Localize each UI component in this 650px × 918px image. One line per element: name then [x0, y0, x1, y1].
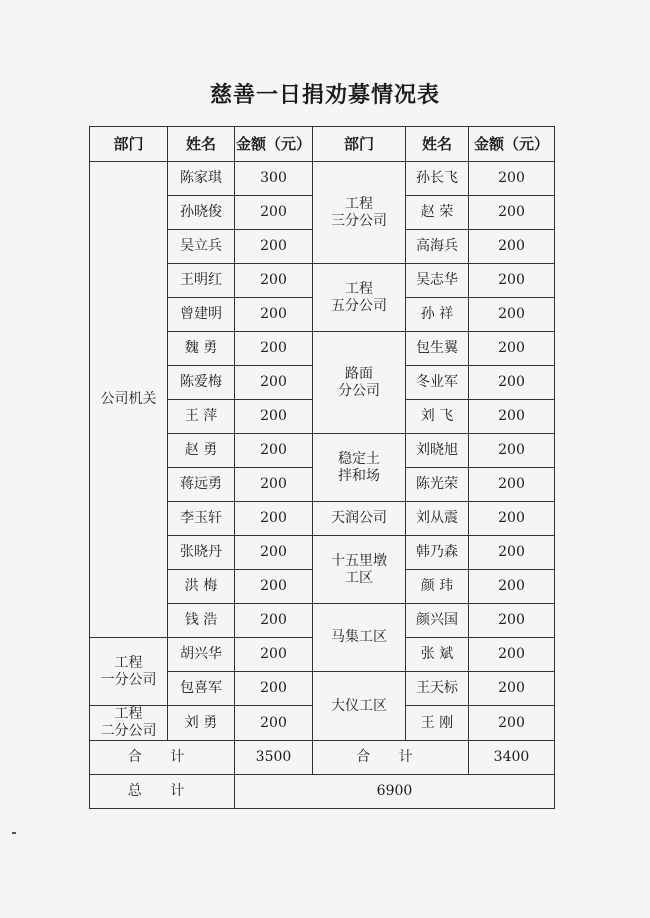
- name-cell: 钱 浩: [168, 604, 235, 638]
- name-cell: 韩乃森: [406, 536, 469, 570]
- dept-cell: 天润公司: [313, 502, 406, 536]
- name-cell: 王天标: [406, 672, 469, 706]
- amount-cell: 200: [469, 468, 555, 502]
- name-cell: 王 刚: [406, 706, 469, 741]
- name-cell: 刘晓旭: [406, 434, 469, 468]
- name-cell: 王 萍: [168, 400, 235, 434]
- header-row: [90, 127, 555, 162]
- header-name-left: 姓名: [168, 127, 235, 162]
- amount-cell: 200: [235, 434, 313, 468]
- amount-cell: 200: [235, 230, 313, 264]
- amount-cell: 200: [469, 400, 555, 434]
- name-cell: 刘从震: [406, 502, 469, 536]
- amount-cell: 200: [235, 604, 313, 638]
- dept-cell: 工程 三分公司: [313, 162, 406, 264]
- dept-cell: 大仪工区: [313, 672, 406, 741]
- amount-cell: 200: [469, 502, 555, 536]
- amount-cell: 200: [469, 162, 555, 196]
- amount-cell: 200: [235, 468, 313, 502]
- name-cell: 颜 玮: [406, 570, 469, 604]
- amount-cell: 200: [235, 332, 313, 366]
- total-amount: 6900: [235, 775, 555, 809]
- name-cell: 赵 勇: [168, 434, 235, 468]
- amount-cell: 200: [235, 264, 313, 298]
- dept-cell: 十五里墩 工区: [313, 536, 406, 604]
- amount-cell: 200: [469, 434, 555, 468]
- name-cell: 张 斌: [406, 638, 469, 672]
- header-amount-left: 金额（元）: [235, 127, 313, 162]
- subtotal-label-left: 合 计: [90, 741, 235, 775]
- scan-mark: [12, 832, 16, 834]
- name-cell: 曾建明: [168, 298, 235, 332]
- dept-cell: 工程 一分公司: [90, 638, 168, 706]
- dept-cell: 路面 分公司: [313, 332, 406, 434]
- name-cell: 冬业军: [406, 366, 469, 400]
- table-row: [90, 162, 555, 196]
- header-name-right: 姓名: [406, 127, 469, 162]
- name-cell: 孙长飞: [406, 162, 469, 196]
- dept-cell: 工程 二分公司: [90, 706, 168, 741]
- amount-cell: 200: [235, 502, 313, 536]
- name-cell: 陈家琪: [168, 162, 235, 196]
- amount-cell: 200: [235, 196, 313, 230]
- amount-cell: 200: [235, 536, 313, 570]
- total-label: 总 计: [90, 775, 235, 809]
- subtotal-amount-right: 3400: [469, 741, 555, 775]
- name-cell: 颜兴国: [406, 604, 469, 638]
- name-cell: 胡兴华: [168, 638, 235, 672]
- name-cell: 吴志华: [406, 264, 469, 298]
- amount-cell: 200: [469, 570, 555, 604]
- amount-cell: 200: [469, 638, 555, 672]
- name-cell: 陈光荣: [406, 468, 469, 502]
- name-cell: 包生翼: [406, 332, 469, 366]
- name-cell: 孙 祥: [406, 298, 469, 332]
- header-dept-left: 部门: [90, 127, 168, 162]
- amount-cell: 200: [235, 570, 313, 604]
- name-cell: 陈爱梅: [168, 366, 235, 400]
- total-row: [90, 775, 555, 809]
- amount-cell: 200: [235, 366, 313, 400]
- name-cell: 赵 荣: [406, 196, 469, 230]
- dept-cell: 工程 五分公司: [313, 264, 406, 332]
- amount-cell: 200: [469, 196, 555, 230]
- amount-cell: 200: [469, 332, 555, 366]
- amount-cell: 200: [469, 672, 555, 706]
- amount-cell: 200: [235, 400, 313, 434]
- name-cell: 包喜军: [168, 672, 235, 706]
- amount-cell: 200: [469, 706, 555, 741]
- name-cell: 孙晓俊: [168, 196, 235, 230]
- dept-cell: 稳定土 拌和场: [313, 434, 406, 502]
- dept-cell: 马集工区: [313, 604, 406, 672]
- subtotal-label-right: 合 计: [313, 741, 469, 775]
- name-cell: 李玉轩: [168, 502, 235, 536]
- name-cell: 魏 勇: [168, 332, 235, 366]
- header-dept-right: 部门: [313, 127, 406, 162]
- name-cell: 刘 飞: [406, 400, 469, 434]
- amount-cell: 200: [469, 298, 555, 332]
- name-cell: 张晓丹: [168, 536, 235, 570]
- name-cell: 吴立兵: [168, 230, 235, 264]
- amount-cell: 200: [235, 706, 313, 741]
- name-cell: 洪 梅: [168, 570, 235, 604]
- page-title: 慈善一日捐劝募情况表: [209, 83, 440, 108]
- amount-cell: 200: [235, 298, 313, 332]
- amount-cell: 200: [469, 536, 555, 570]
- name-cell: 蒋远勇: [168, 468, 235, 502]
- dept-cell: 公司机关: [90, 162, 168, 638]
- subtotal-row: [90, 741, 555, 775]
- amount-cell: 200: [469, 366, 555, 400]
- header-amount-right: 金额（元）: [469, 127, 555, 162]
- amount-cell: 200: [235, 638, 313, 672]
- name-cell: 刘 勇: [168, 706, 235, 741]
- amount-cell: 200: [235, 672, 313, 706]
- subtotal-amount-left: 3500: [235, 741, 313, 775]
- amount-cell: 300: [235, 162, 313, 196]
- donation-table: [89, 126, 555, 809]
- amount-cell: 200: [469, 604, 555, 638]
- amount-cell: 200: [469, 264, 555, 298]
- amount-cell: 200: [469, 230, 555, 264]
- name-cell: 王明红: [168, 264, 235, 298]
- name-cell: 高海兵: [406, 230, 469, 264]
